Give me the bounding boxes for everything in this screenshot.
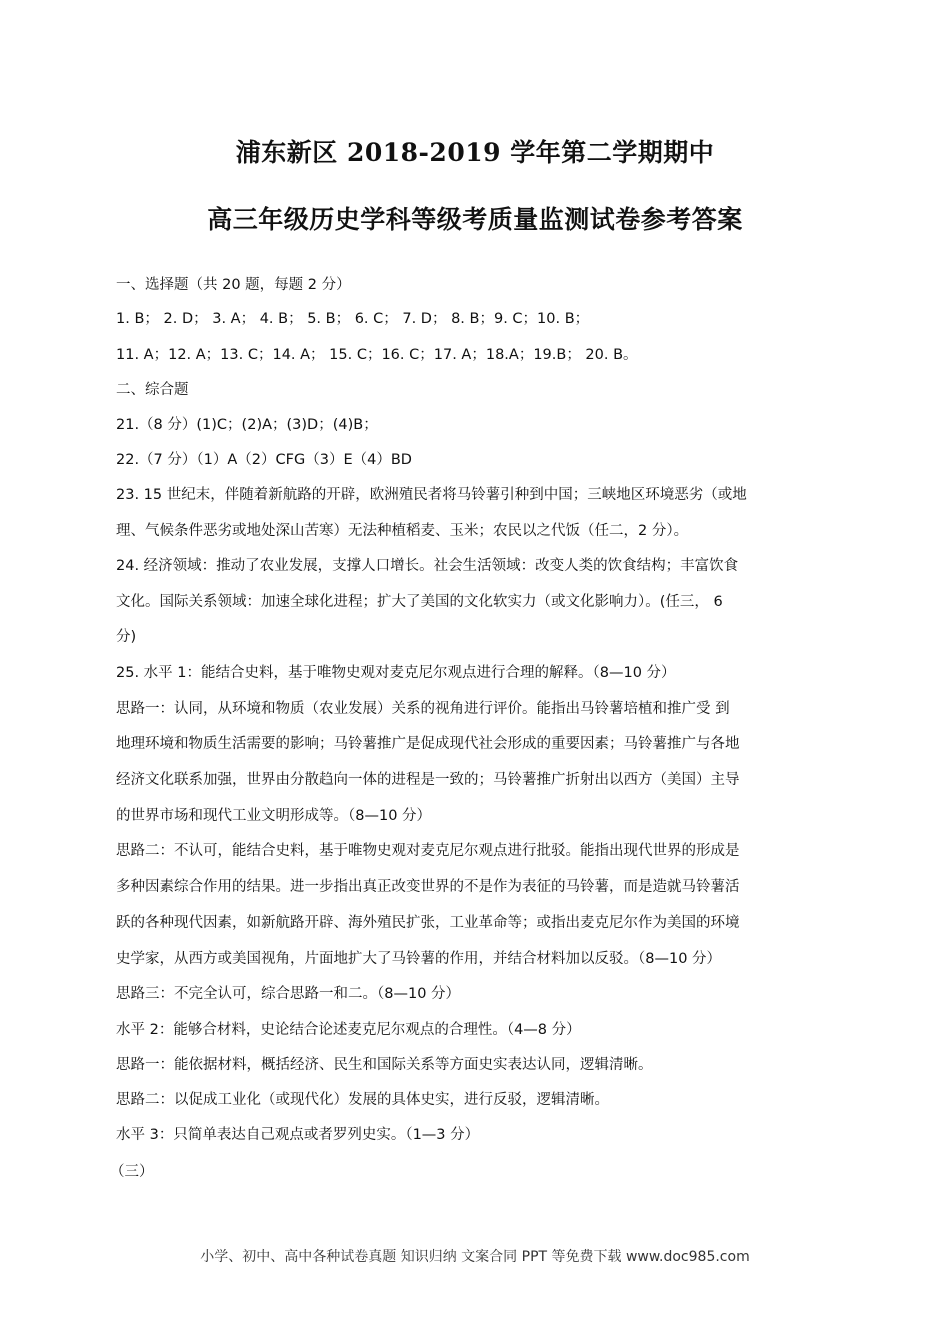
- answer-line: 文化。国际关系领域：加速全球化进程；扩大了美国的文化软实力（或文化影响力）。(任三， 6: [116, 594, 723, 610]
- answer-line: 跃的各种现代因素，如新航路开辟、海外殖民扩张，工业革命等；或指出麦克尼尔作为美国的环境: [116, 915, 740, 931]
- answer-line: 水平 2：能够合材料，史论结合论述麦克尼尔观点的合理性。（4—8 分）: [116, 1022, 581, 1038]
- answer-line: （三）: [110, 1164, 154, 1180]
- answer-line: 思路一：能依据材料，概括经济、民生和国际关系等方面史实表达认同，逻辑清晰。: [116, 1057, 653, 1073]
- answer-line: 21.（8 分）(1)C；(2)A；(3)D；(4)B；: [116, 417, 378, 433]
- document-title-line-1: 浦东新区 2018-2019 学年第二学期期中: [235, 138, 715, 167]
- answer-line: 思路一：认同，从环境和物质（农业发展）关系的视角进行评价。能指出马铃薯培植和推广受 到: [116, 701, 730, 717]
- answer-line: 的世界市场和现代工业文明形成等。（8—10 分）: [116, 808, 432, 824]
- answer-line: 思路二：不认可，能结合史料，基于唯物史观对麦克尼尔观点进行批驳。能指出现代世界的形成是: [116, 843, 740, 859]
- document-title-line-2: 高三年级历史学科等级考质量监测试卷参考答案: [207, 205, 743, 234]
- answer-line: 25. 水平 1：能结合史料，基于唯物史观对麦克尼尔观点进行合理的解释。（8—10 分）: [116, 665, 676, 681]
- answer-line: 水平 3：只简单表达自己观点或者罗列史实。（1—3 分）: [116, 1127, 480, 1143]
- answer-line: 史学家，从西方或美国视角，片面地扩大了马铃薯的作用，并结合材料加以反驳。（8—10 分）: [116, 951, 722, 967]
- answer-line: 理、气候条件恶劣或地处深山苦寒）无法种植稻麦、玉米；农民以之代饭（任二，2 分）。: [116, 523, 689, 539]
- answer-line: 23. 15 世纪末，伴随着新航路的开辟，欧洲殖民者将马铃薯引种到中国；三峡地区环境恶劣（或地: [116, 487, 747, 503]
- answer-line: 1. B； 2. D； 3. A； 4. B； 5. B； 6. C； 7. D； 8. B；9. C；10. B；: [116, 311, 590, 327]
- answer-line: 地理环境和物质生活需要的影响；马铃薯推广是促成现代社会形成的重要因素；马铃薯推广与各地: [116, 736, 740, 752]
- answer-line: 经济文化联系加强，世界由分散趋向一体的进程是一致的；马铃薯推广折射出以西方（美国）主导: [116, 772, 740, 788]
- footer-watermark-text: 小学、初中、高中各种试卷真题 知识归纳 文案合同 PPT 等免费下载 www.doc985.com: [200, 1249, 750, 1265]
- answer-line: 22.（7 分）（1）A（2）CFG（3）E（4）BD: [116, 452, 412, 468]
- answer-line: 思路二：以促成工业化（或现代化）发展的具体史实，进行反驳，逻辑清晰。: [116, 1092, 609, 1108]
- answer-line: 24. 经济领域：推动了农业发展，支撑人口增长。社会生活领域：改变人类的饮食结构；丰富饮食: [116, 558, 739, 574]
- answer-line: 11. A；12. A；13. C；14. A； 15. C；16. C；17. A；18.A；19.B； 20. B。: [116, 347, 638, 363]
- answer-line: 思路三：不完全认可，综合思路一和二。（8—10 分）: [116, 986, 461, 1002]
- answer-line: 多种因素综合作用的结果。进一步指出真正改变世界的不是作为表征的马铃薯，而是造就马铃薯活: [116, 879, 740, 895]
- answer-line: 二、综合题: [116, 382, 189, 398]
- answer-line: 一、选择题（共 20 题，每题 2 分）: [116, 277, 351, 293]
- answer-line: 分): [116, 629, 137, 645]
